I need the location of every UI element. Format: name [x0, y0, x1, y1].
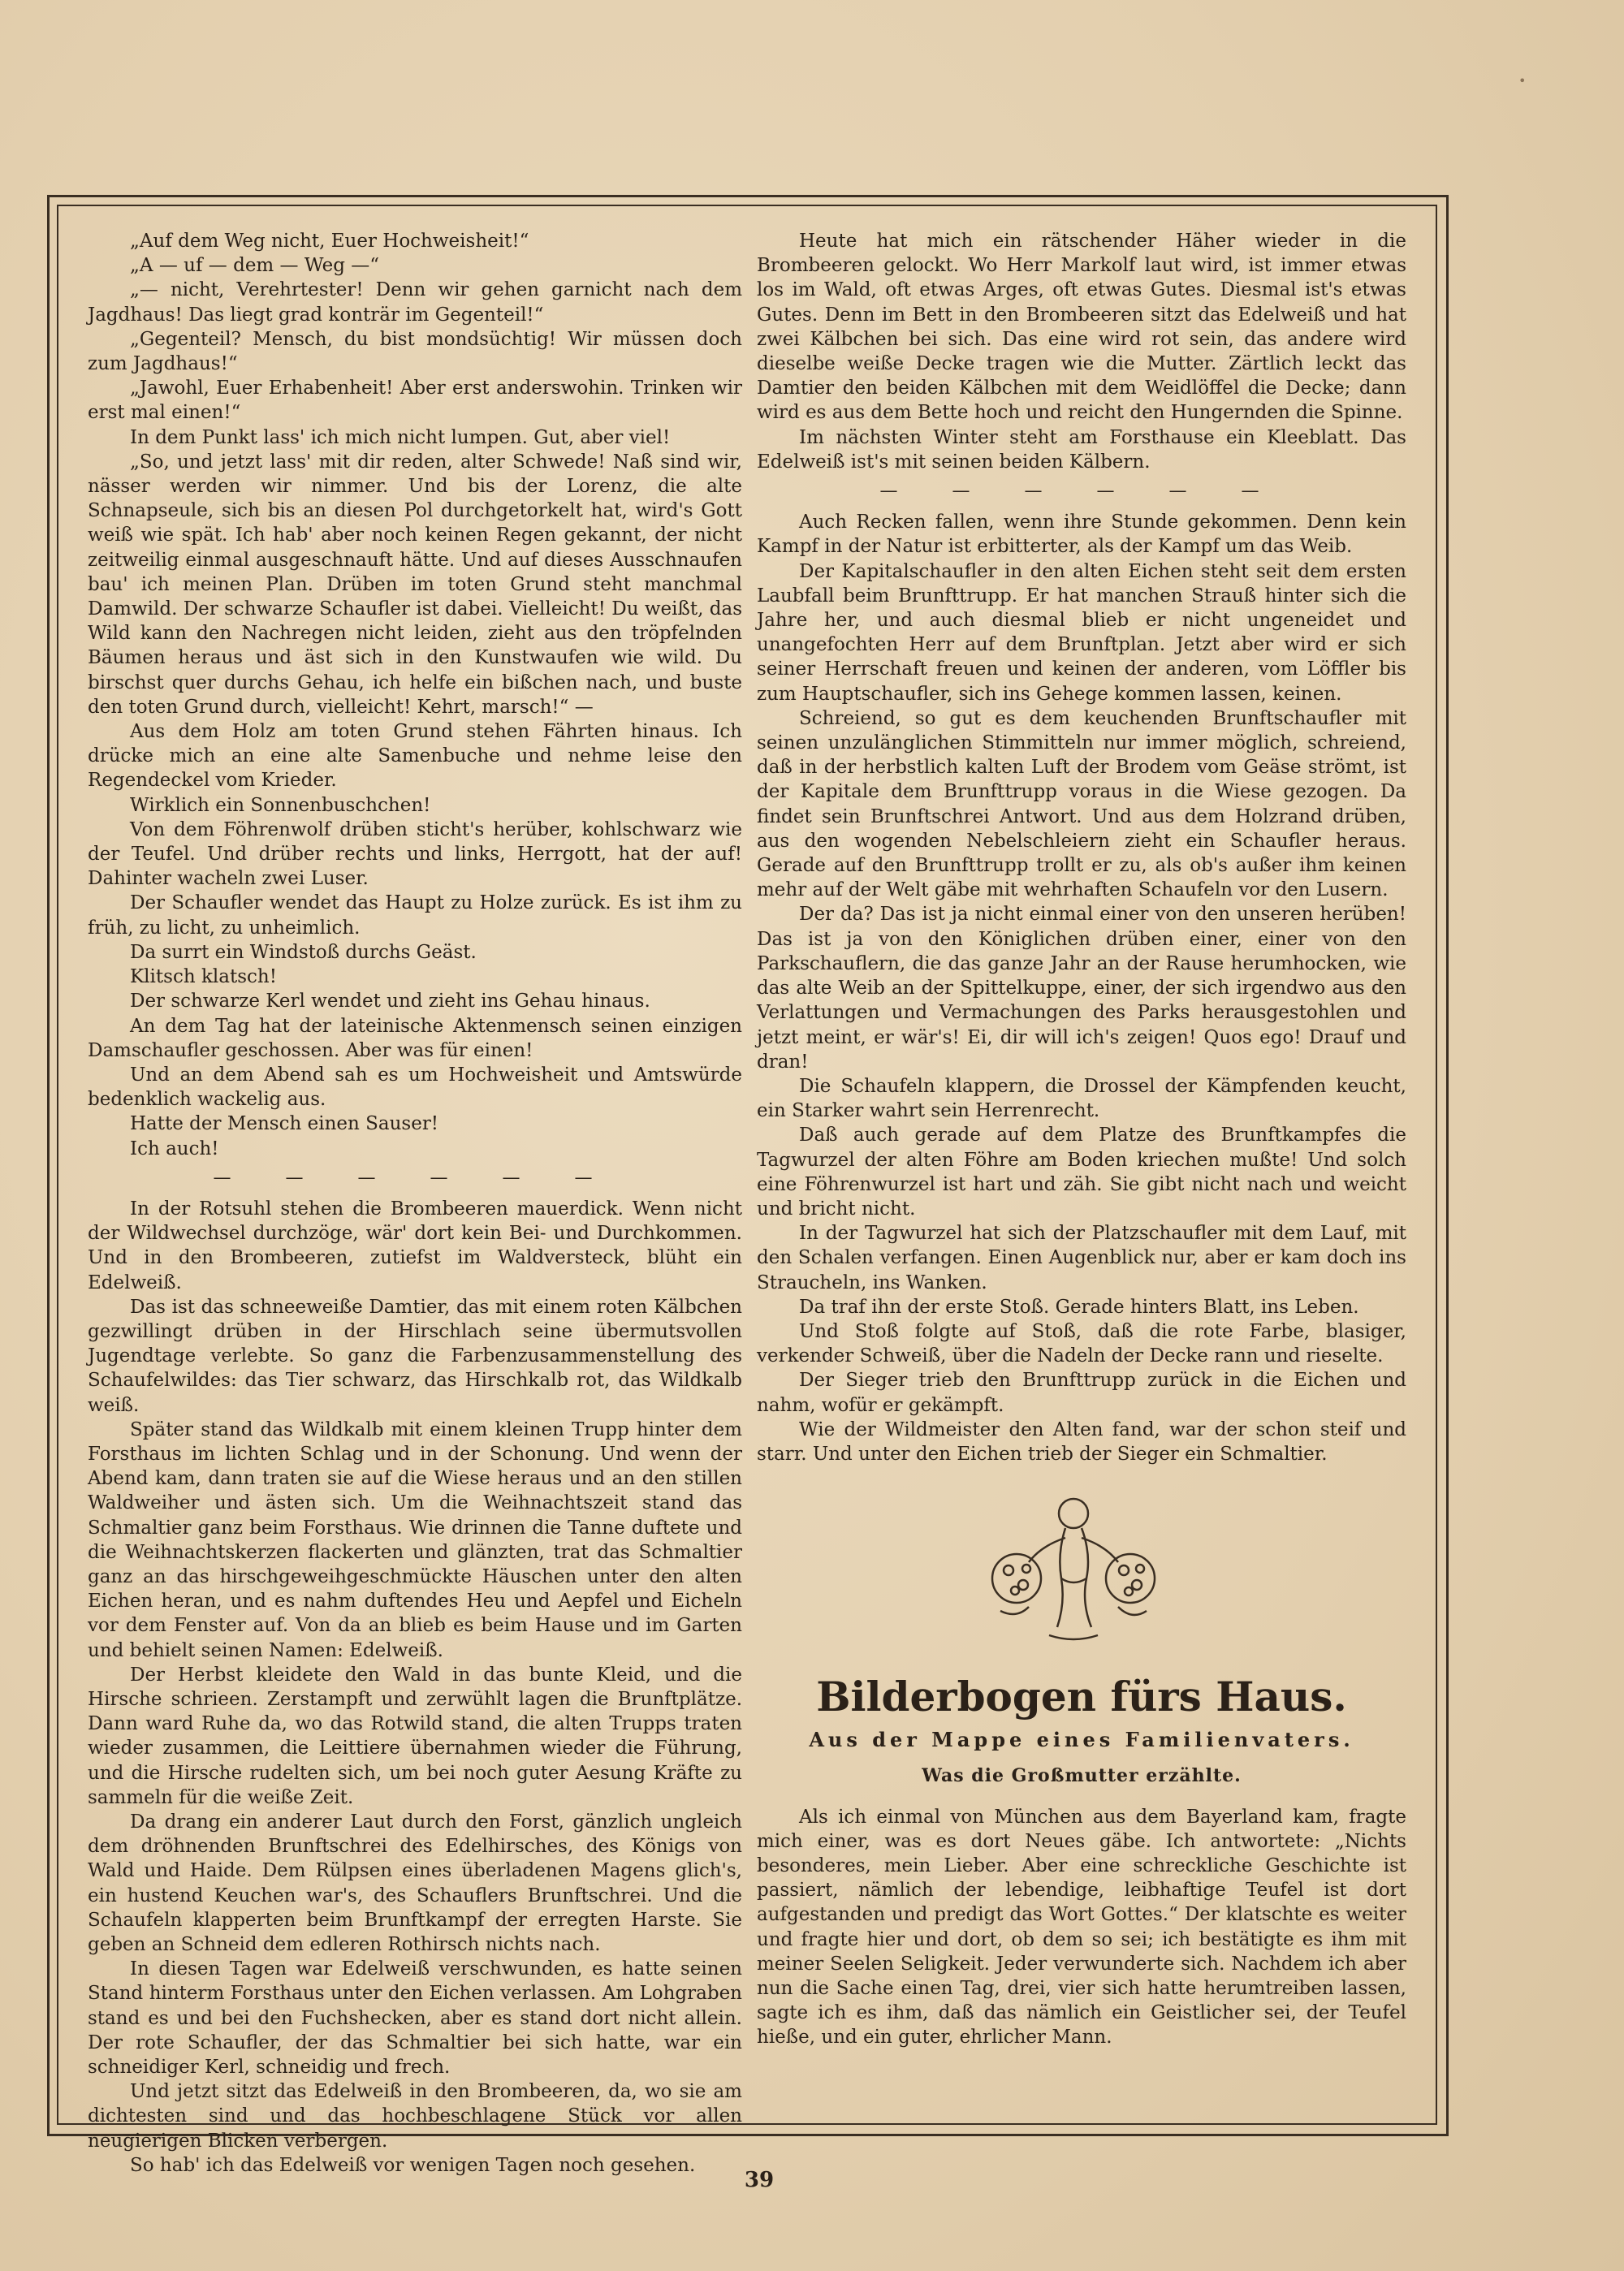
- scan-mark: •: [1518, 73, 1527, 89]
- paragraph: Aus dem Holz am toten Grund stehen Fährten hinaus. Ich drücke mich an eine alte Samenbuche und nehme leise den Regendeckel vom Krieder.: [88, 721, 742, 792]
- paragraph: „A — uf — dem — Weg —“: [130, 255, 380, 277]
- paragraph: Klitsch klatsch!: [130, 966, 277, 988]
- paragraph: „Auf dem Weg nicht, Euer Hochweisheit!“: [130, 231, 529, 252]
- paragraph: Die Schaufeln klappern, die Drossel der Kämpfenden keucht, ein Starker wahrt sein Herrenrecht.: [757, 1075, 1406, 1122]
- paragraph: In diesen Tagen war Edelweiß verschwunden, es hatte seinen Stand hinterm Forsthaus unter den Eichen verlassen. Am Lohgraben stand es und bei den Fuchshecken, aber es stand dort nicht allein. Der rote Schaufler, der das Schmaltier bei sich hatte, war ein schneidiger Kerl, schneidig und frech.: [88, 1958, 742, 2079]
- paragraph: Ich auch!: [130, 1138, 219, 1159]
- paragraph: Schreiend, so gut es dem keuchenden Brunftschaufler mit seinen unzulänglichen Stimmitteln nur immer möglich, schreiend, daß in der herbstlich kalten Luft der Brodem vom Geäse strömt, ist der Kapitale dem Brunfttrupp voraus in die Wiese gezogen. Da findet sein Brunftschrei Antwort. Und aus dem Holzrand drüben, aus den wogenden Nebelschleiern zieht ein Schaufler heraus. Gerade auf den Brunfttrupp trollt er zu, als ob's außer ihm keinen mehr auf der Welt gäbe mit wehrhaften Schaufeln vor den Lusern.: [757, 707, 1406, 901]
- paragraph: Und jetzt sitzt das Edelweiß in den Brombeeren, da, wo sie am dichtesten sind und das hochbeschlagene Stück vor allen neugierigen Blicken verbergen.: [88, 2081, 742, 2152]
- paragraph: Im nächsten Winter steht am Forsthause ein Kleeblatt. Das Edelweiß ist's mit seinen beiden Kälbern.: [757, 426, 1406, 473]
- section-separator: — — — — — —: [213, 1167, 617, 1188]
- paragraph: In der Tagwurzel hat sich der Platzschaufler mit dem Lauf, mit den Schalen verfangen. Einen Augenblick nur, aber er kam doch ins Straucheln, ins Wanken.: [757, 1223, 1406, 1293]
- paragraph: An dem Tag hat der lateinische Aktenmensch seinen einzigen Damschaufler geschossen. Aber was für einen!: [88, 1015, 742, 1061]
- paragraph: Wirklich ein Sonnenbuschchen!: [130, 794, 431, 816]
- paragraph: In dem Punkt lass' ich mich nicht lumpen. Gut, aber viel!: [130, 426, 671, 448]
- paragraph: Und Stoß folgte auf Stoß, daß die rote Farbe, blasiger, verkender Schweiß, über die Nadeln der Decke rann und rieselte.: [757, 1320, 1406, 1367]
- paragraph: Da drang ein anderer Laut durch den Forst, gänzlich ungleich dem dröhnenden Brunftschrei des Edelhirsches, des Königs von Wald und Haide. Dem Rülpsen eines überladenen Magens glich's, ein hustend Keuchen war's, des Schauflers Brunftschrei. Und die Schaufeln klapperten beim Brunftkampf der erregten Harste. Sie geben an Schneid dem edleren Rothirsch nichts nach.: [88, 1811, 742, 1956]
- paragraph: Der Schaufler wendet das Haupt zu Holze zurück. Es ist ihm zu früh, zu licht, zu unheimlich.: [88, 892, 742, 939]
- paragraph: Auch Recken fallen, wenn ihre Stunde gekommen. Denn kein Kampf in der Natur ist erbitterter, als der Kampf um das Weib.: [757, 512, 1406, 558]
- paragraph: So hab' ich das Edelweiß vor wenigen Tagen noch gesehen.: [130, 2154, 696, 2176]
- paragraph: Der Herbst kleidete den Wald in das bunte Kleid, und die Hirsche schrieen. Zerstampft und zerwühlt lagen die Brunftplätze. Dann ward Ruhe da, wo das Rotwild stand, die alten Trupps traten wieder zusammen, die Leittiere übernahmen wieder die Führung, und die Hirsche rudelten sich, um bei noch guter Aesung Kräfte zu sammeln für die weiße Zeit.: [88, 1664, 742, 1808]
- paragraph: Da surrt ein Windstoß durchs Geäst.: [130, 941, 477, 963]
- section-heading: Bilderbogen fürs Haus.: [816, 1673, 1347, 1721]
- section-subheading: Aus der Mappe eines Familienvaters.: [809, 1728, 1354, 1752]
- section-separator: — — — — — —: [879, 481, 1284, 502]
- paragraph: In der Rotsuhl stehen die Brombeeren mauerdick. Wenn nicht der Wildwechsel durchzöge, wär' dort kein Bei- und Durchkommen. Und in den Brombeeren, zutiefst im Waldversteck, blüht ein Edelweiß.: [88, 1198, 742, 1293]
- story-title: Was die Großmutter erzählte.: [922, 1765, 1242, 1787]
- paragraph: Wie der Wildmeister den Alten fand, war der schon steif und starr. Und unter den Eichen trieb der Sieger ein Schmaltier.: [757, 1418, 1406, 1465]
- page-number: 39: [744, 2168, 775, 2192]
- paragraph: Der Sieger trieb den Brunfttrupp zurück in die Eichen und nahm, wofür er gekämpft.: [757, 1370, 1406, 1416]
- paragraph: Von dem Föhrenwolf drüben sticht's herüber, kohlschwarz wie der Teufel. Und drüber rechts und links, Herrgott, hat der auf! Dahinter wacheln zwei Luser.: [88, 818, 742, 890]
- paragraph: „— nicht, Verehrtester! Denn wir gehen garnicht nach dem Jagdhaus! Das liegt grad konträr im Gegenteil!“: [88, 279, 742, 326]
- paragraph: Der da? Das ist ja nicht einmal einer von den unseren herüben! Das ist ja von den Königlichen drüben einer, einer von den Parkschauflern, die das ganze Jahr an der Rause herumhocken, wie das alte Weib an der Spittelkuppe, einer, der sich irgendwo aus den Verlattungen und Vermachungen des Parks herausgestohlen und jetzt meint, er wär's! Ei, dir will ich's zeigen! Quos ego! Drauf und dran!: [757, 904, 1406, 1073]
- paragraph: Der Kapitalschaufler in den alten Eichen steht seit dem ersten Laubfall beim Brunfttrupp. Er hat manchen Strauß hinter sich die Jahre her, und auch diesmal blieb er nicht ungeneidet und unangefochten Herr auf dem Brunftplan. Jetzt aber wird er sich seiner Herrschaft freuen und keinen der anderen, vom Löffler bis zum Hauptschaufler, sich ins Gehege kommen lassen, keinen.: [757, 560, 1406, 705]
- left-column: [88, 229, 742, 2178]
- paragraph: Da traf ihn der erste Stoß. Gerade hinters Blatt, ins Leben.: [799, 1296, 1359, 1318]
- paragraph: Das ist das schneeweiße Damtier, das mit einem roten Kälbchen gezwillingt drüben in der Hirschlach seine übermutsvollen Jugendtage verlebte. So ganz die Farbenzusammenstellung des Schaufelwildes: das Tier schwarz, das Hirschkalb rot, das Wildkalb weiß.: [88, 1296, 742, 1416]
- paragraph: Und an dem Abend sah es um Hochweisheit und Amtswürde bedenklich wackelig aus.: [88, 1064, 742, 1111]
- right-column: [757, 229, 1406, 2050]
- paragraph: „Jawohl, Euer Erhabenheit! Aber erst anderswohin. Trinken wir erst mal einen!“: [88, 378, 742, 424]
- paragraph: Der schwarze Kerl wendet und zieht ins Gehau hinaus.: [130, 991, 650, 1012]
- paragraph: Als ich einmal von München aus dem Bayerland kam, fragte mich einer, was es dort Neues gäbe. Ich antwortete: „Nichts besonderes, mein Lieber. Aber eine schreckliche Geschichte ist passiert, nämlich der lebendige, leibhaftige Teufel ist dort aufgestanden und predigt das Wort Gottes.“ Der klatschte es weiter und fragte hier und dort, ob dem so sei; ich bestätigte es ihm mit meiner Seelen Seligkeit. Jeder verwunderte sich. Nachdem ich aber nun die Sache einen Tag, drei, vier sich hatte herumtreiben lassen, sagte ich es ihm, daß das nämlich ein Geistlicher sei, der Teufel hieße, und ein guter, ehrlicher Mann.: [757, 1806, 1406, 2049]
- paragraph: „Gegenteil? Mensch, du bist mondsüchtig! Wir müssen doch zum Jagdhaus!“: [88, 328, 742, 375]
- paragraph: Hatte der Mensch einen Sauser!: [130, 1113, 439, 1135]
- paragraph: „So, und jetzt lass' mit dir reden, alter Schwede! Naß sind wir, nässer werden wir nimmer. Und bis der Lorenz, die alte Schnapseule, sich bis an diesen Pol durchgetorkelt hat, wird's Gott weiß wie spät. Ich hab' aber noch keinen Regen gekannt, der nicht zeitweilig einmal ausgeschnauft hätte. Und auf dieses Ausschnaufen bau' ich meinen Plan. Drüben im toten Grund steht manchmal Damwild. Der schwarze Schaufler ist dabei. Vielleicht! Du weißt, das Wild kann den Nachregen nicht leiden, zieht aus den tröpfelnden Bäumen heraus und äst sich in den Kunstwaufen wie wild. Du birschst quer durchs Gehau, ich helfe ein bißchen nach, und buste den toten Grund durch, vielleicht! Kehrt, marsch!“ —: [88, 451, 742, 718]
- cherub-illustration: [952, 1489, 1195, 1651]
- paragraph: Daß auch gerade auf dem Platze des Brunftkampfes die Tagwurzel der alten Föhre am Boden kriechen mußte! Und solch eine Föhrenwurzel ist hart und zäh. Sie gibt nicht nach und weicht und bricht nicht.: [757, 1125, 1406, 1220]
- paragraph: Heute hat mich ein rätschender Häher wieder in die Brombeeren gelockt. Wo Herr Markolf laut wird, ist immer etwas los im Wald, oft etwas Arges, oft etwas Gutes. Diesmal ist's etwas Gutes. Denn im Bett in den Brombeeren sitzt das Edelweiß und hat zwei Kälbchen bei sich. Das eine wird rot sein, das andere wird dieselbe weiße Decke tragen wie die Mutter. Zärtlich leckt das Damtier den beiden Kälbchen mit dem Weidlöffel die Decke; dann wird es aus dem Bette hoch und reicht den Hungernden die Spinne.: [757, 231, 1406, 424]
- paragraph: Später stand das Wildkalb mit einem kleinen Trupp hinter dem Forsthaus im lichten Schlag und in der Schonung. Und wenn der Abend kam, dann traten sie auf die Wiese heraus und an den stillen Waldweiher und ästen sich. Um die Weihnachtszeit stand das Schmaltier ganz beim Forsthaus. Wie drinnen die Tanne duftete und die Weihnachtskerzen flackerten und glänzten, trat das Schmaltier ganz an das hirschgeweihgeschmückte Häuschen unter den alten Eichen heran, und es nahm duftendes Heu und Aepfel und Eicheln vor dem Fenster auf. Von da an blieb es beim Hause und im Garten und behielt seinen Namen: Edelweiß.: [88, 1418, 742, 1661]
